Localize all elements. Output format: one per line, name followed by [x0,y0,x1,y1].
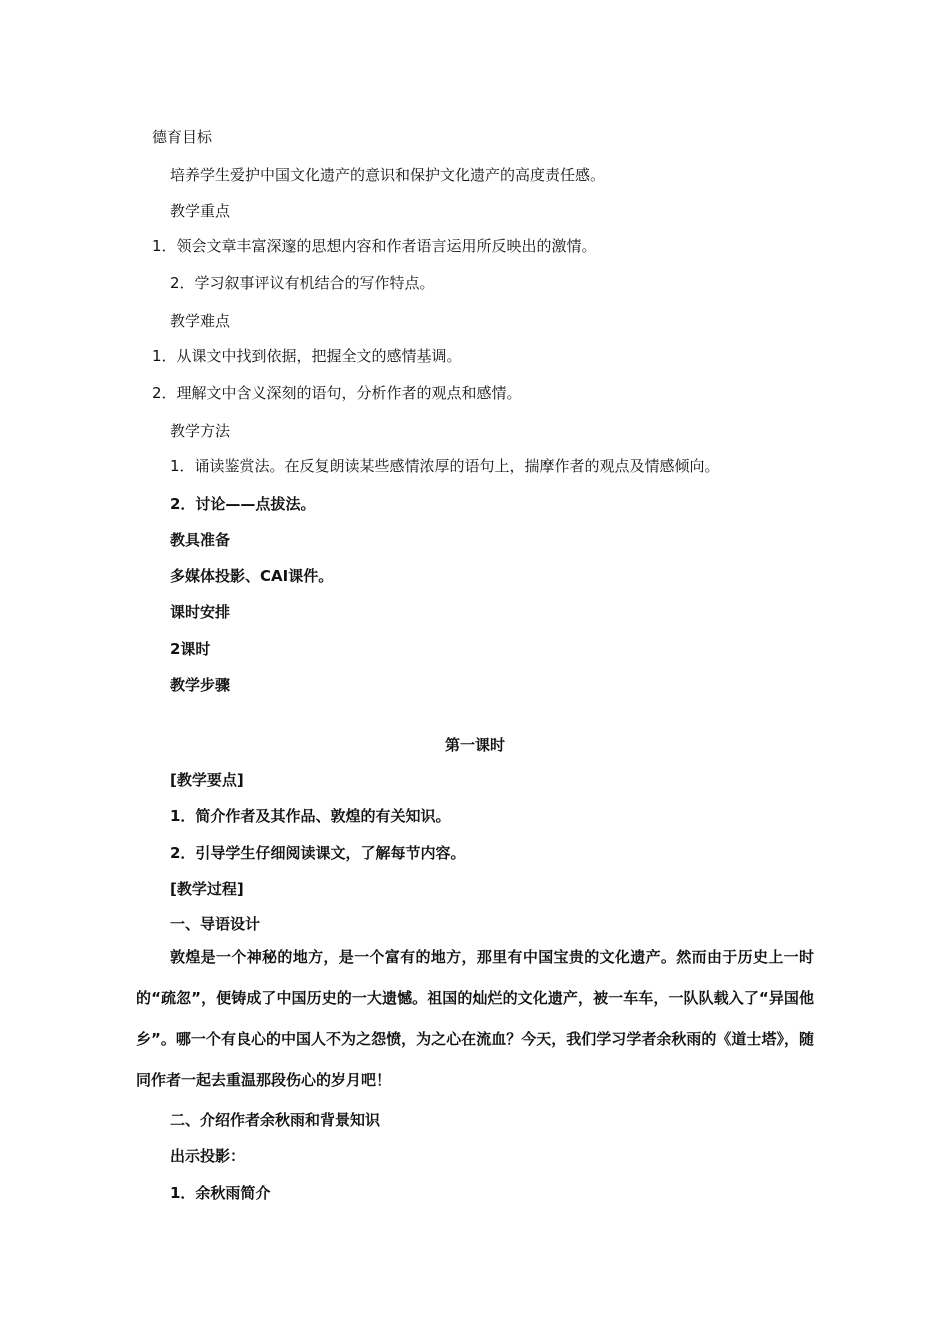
key-point-1: 1．领会文章丰富深邃的思想内容和作者语言运用所反映出的激情。 [152,237,597,255]
method-1: 1．诵读鉴赏法。在反复朗读某些感情浓厚的语句上，揣摩作者的观点及情感倾向。 [170,457,720,475]
method-2: 2．讨论——点拔法。 [170,495,316,513]
heading-methods: 教学方法 [170,422,231,440]
schedule-text: 2课时 [170,640,211,658]
intro-paragraph: 敦煌是一个神秘的地方，是一个富有的地方，那里有中国宝贵的文化遗产。然而由于历史上一时的“疏忽”，便铸成了中国历史的一大遗憾。祖国的灿烂的文化遗产，被一车车，一队队载入了“异国他乡”。哪一个有良心的中国人不为之怨愤，为之心在流血？今天，我们学习学者余秋雨的《道士塔》，随同作者一起去重温那段伤心的岁月吧！ [136,948,814,1089]
section-intro-design: 一、导语设计 [170,915,261,933]
show-projection: 出示投影： [170,1147,246,1165]
lesson-title: 第一课时 [444,736,505,754]
key-point-2: 2．学习叙事评议有机结合的写作特点。 [170,274,435,292]
heading-key-points: 教学重点 [170,202,231,220]
heading-lesson-process: [教学过程] [170,880,244,898]
lesson-point-2: 2．引导学生仔细阅读课文，了解每节内容。 [170,844,466,862]
difficulty-1: 1．从课文中找到依据，把握全文的感情基调。 [152,347,462,365]
teaching-aids-text: 多媒体投影、CAI课件。 [170,567,334,585]
lesson-point-1: 1．简介作者及其作品、敦煌的有关知识。 [170,807,451,825]
heading-moral-goal: 德育目标 [152,128,213,146]
heading-teaching-aids: 教具准备 [170,531,231,549]
heading-steps: 教学步骤 [170,676,231,694]
section-author-background: 二、介绍作者余秋雨和背景知识 [170,1111,381,1129]
author-intro-heading: 1．余秋雨简介 [170,1184,271,1202]
moral-goal-text: 培养学生爱护中国文化遗产的意识和保护文化遗产的高度责任感。 [170,166,606,184]
heading-schedule: 课时安排 [170,603,231,621]
heading-lesson-points: [教学要点] [170,771,244,789]
heading-difficulties: 教学难点 [170,312,231,330]
difficulty-2: 2．理解文中含义深刻的语句，分析作者的观点和感情。 [152,384,522,402]
